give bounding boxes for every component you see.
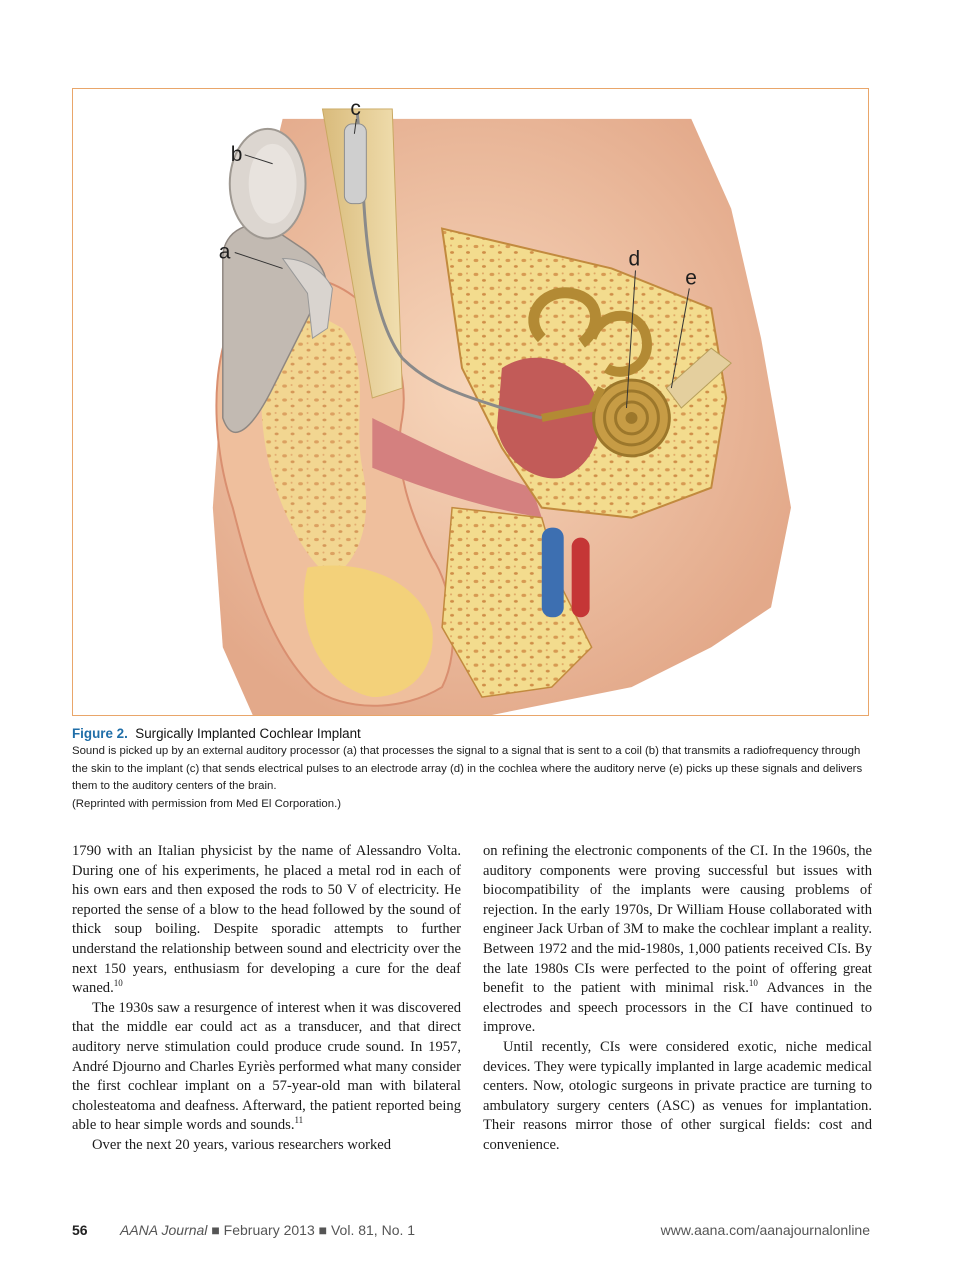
- cochlear-implant-illustration: [73, 89, 868, 715]
- caption-title: [72, 725, 872, 742]
- page-number: 56: [72, 1222, 88, 1238]
- figure-label: Figure 2.: [72, 726, 128, 741]
- blood-vessel-red: [572, 538, 590, 618]
- journal-name: AANA Journal: [120, 1222, 208, 1238]
- body-column-right: [483, 842, 872, 1156]
- reference-superscript: 10: [748, 978, 758, 989]
- caption-text: Sound is picked up by an external auditory processor (a) that processes the signal to a signal that is sent to a coil (b) that transmits a radiofrequency through the skin to the implant (c) that sends electrical pulses to an electrode array (d) in the cochlea where the auditory nerve (e) picks up these signals and delivers them to the auditory centers of the brain.: [72, 745, 863, 792]
- volume-issue: Vol. 81, No. 1: [330, 1222, 416, 1238]
- blood-vessel-blue: [542, 528, 564, 618]
- implant-body-c: [344, 124, 366, 204]
- issue-date: February 2013: [223, 1222, 315, 1238]
- label-c: c: [350, 96, 361, 120]
- separator: ■: [211, 1222, 220, 1238]
- label-a: a: [218, 240, 231, 264]
- journal-url: www.aana.com/aanajournalonline: [660, 1222, 870, 1238]
- paragraph: Over the next 20 years, various researchers worked: [92, 1136, 392, 1153]
- reference-superscript: 10: [113, 978, 123, 989]
- paragraph: Until recently, CIs were considered exotic, niche medical devices. They were typically implanted in large academic medical centers. Now, otologic surgeons in private practice are turning to ambulatory surgery centers (ASC) as venues for implantation. Their reasons mirror those of other surgical fields: cost and convenience.: [483, 1038, 872, 1153]
- journal-citation: [120, 1222, 415, 1238]
- label-d: d: [628, 247, 641, 271]
- paragraph: The 1930s saw a resurgence of interest when it was discovered that the middle ear could act as a transducer, and that direct auditory nerve stimulation could produce crude sound. In 1957, André Djourno and Charles Eyriès performed what many consider the first cochlear implant on a 57-year-old man with bilateral cholesteatoma and deafness. Afterward, the patient reported being able to hear simple words and sounds.$^{11}$: [72, 999, 461, 1134]
- figure-caption: [72, 725, 872, 813]
- figure-image-frame: [72, 88, 869, 716]
- label-b: b: [230, 142, 243, 166]
- label-e: e: [685, 266, 697, 290]
- figure-title: Surgically Implanted Cochlear Implant: [135, 726, 361, 741]
- paragraph: on refining the electronic components of the CI. In the 1960s, the auditory components were proving successful but issues with biocompatibility of the implants were causing problems of rejection. In the early 1970s, Dr William House collaborated with engineer Jack Urban of 3M to make the cochlear implant a reality. Between 1972 and the mid-1980s, 1,000 patients received CIs. By the late 1980s CIs were perfected to the point of offering great benefit to the patient with minimal risk.$^{10}$ Advances in the electrodes and speech processors in the CI have continued to improve.: [483, 843, 872, 1036]
- page-footer: [72, 1222, 870, 1242]
- separator: ■: [318, 1222, 328, 1238]
- caption-credit: (Reprinted with permission from Med El Corporation.): [72, 797, 342, 810]
- body-column-left: [72, 842, 461, 1156]
- paragraph: 1790 with an Italian physicist by the name of Alessandro Volta. During one of his experiments, he placed a metal rod in each of his own ears and then exposed the rods to 50 V of electricity. He reported the sense of a blow to the head followed by the sound of thick soup boiling. Despite sporadic attempts to further understand the relationship between sound and electricity over the next 150 years, enthusiasm for developing a cure for the deaf waned.$^{10}$: [72, 843, 461, 997]
- reference-superscript: 11: [294, 1115, 304, 1126]
